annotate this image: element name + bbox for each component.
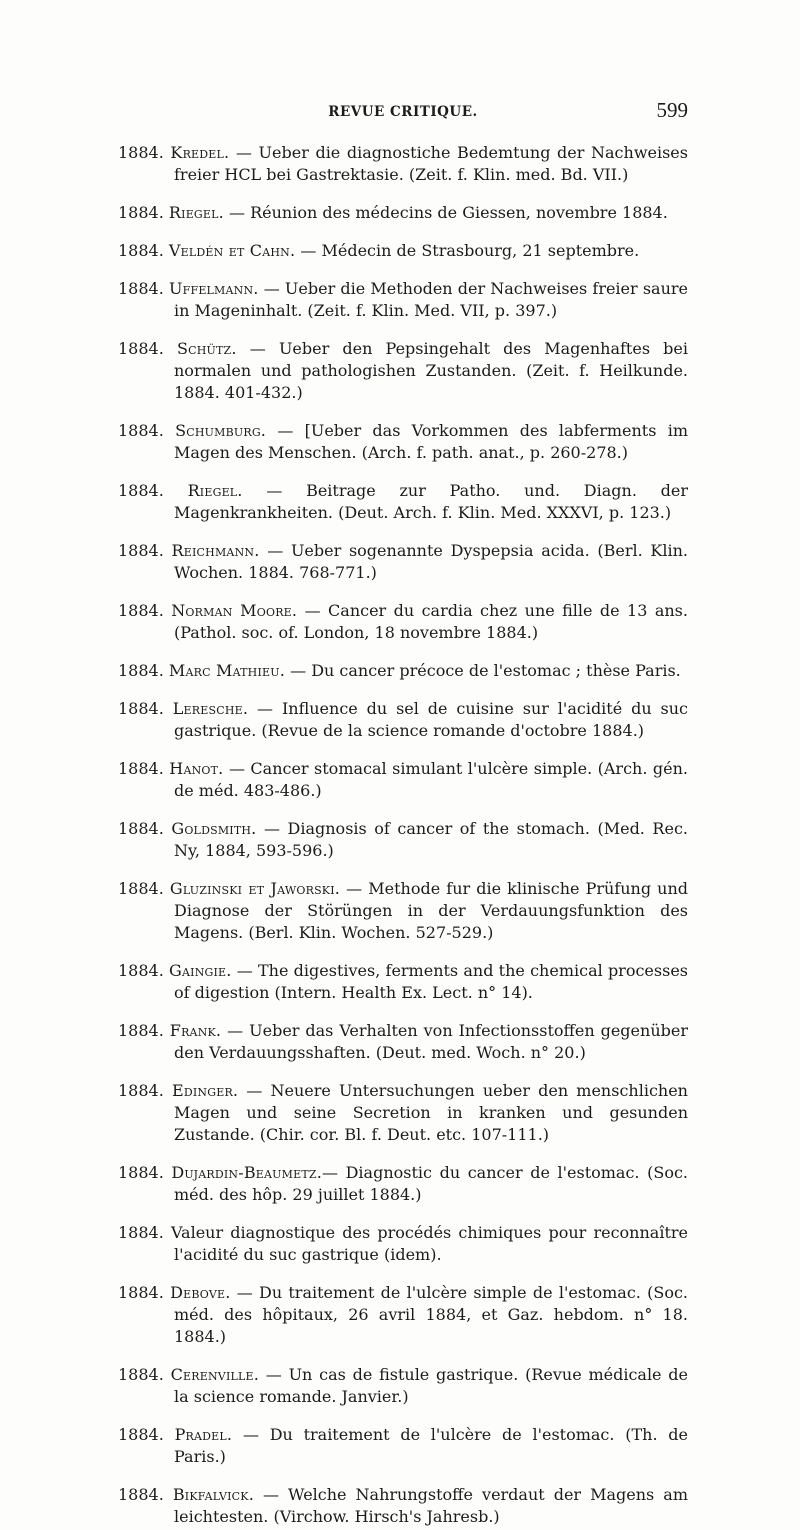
entry-year: 1884. xyxy=(118,481,164,500)
entry-text: — Du traitement de l'ulcère de l'estomac. (Th. de Paris.) xyxy=(174,1425,688,1466)
entry-year: 1884. xyxy=(118,819,164,838)
entry-year: 1884. xyxy=(118,699,164,718)
entry-author: Riegel. xyxy=(187,481,243,500)
entry-text: — The digestives, ferments and the chemical processes of digestion (Intern. Health Ex. Lect. n° 14). xyxy=(174,961,688,1002)
bibliography-entry xyxy=(118,1080,688,1146)
bibliography-entry xyxy=(118,338,688,404)
entry-text: — Ueber sogenannte Dyspepsia acida. (Berl. Klin. Wochen. 1884. 768-771.) xyxy=(174,541,688,582)
entry-text: — Welche Nahrungstoffe verdaut der Magens am leichtesten. (Virchow. Hirsch's Jahresb.) xyxy=(174,1485,688,1526)
entry-text: — [Ueber das Vorkommen des labferments im Magen des Menschen. (Arch. f. path. anat., p. 260-278.) xyxy=(174,421,688,462)
entry-text: — Cancer du cardia chez une fille de 13 ans. (Pathol. soc. of. London, 18 novembre 1884.) xyxy=(174,601,688,642)
entry-text: — Methode fur die klinische Prüfung und Diagnose der Störüngen in der Verdauungsfunktion des Magens. (Berl. Klin. Wochen. 527-529.) xyxy=(174,879,689,942)
running-header xyxy=(118,98,688,128)
entry-year: 1884. xyxy=(118,1425,164,1444)
entry-year: 1884. xyxy=(118,279,164,298)
entry-author: Gaingie. xyxy=(169,961,232,980)
bibliography-entry xyxy=(118,1364,688,1408)
bibliography-entry xyxy=(118,1162,688,1206)
entry-text: — Ueber die diagnostiche Bedemtung der Nachweises freier HCL bei Gastrektasie. (Zeit. f. Klin. med. Bd. VII.) xyxy=(174,143,688,184)
entry-text: — Diagnosis of cancer of the stomach. (Med. Rec. Ny, 1884, 593-596.) xyxy=(174,819,688,860)
bibliography-entry xyxy=(118,1222,688,1266)
entry-text: — Un cas de fistule gastrique. (Revue médicale de la science romande. Janvier.) xyxy=(174,1365,689,1406)
entry-year: 1884. xyxy=(118,1365,164,1384)
bibliography-entry xyxy=(118,1424,688,1468)
bibliography-entry xyxy=(118,660,688,682)
bibliography-entry xyxy=(118,878,688,944)
entry-year: 1884. xyxy=(118,1485,164,1504)
bibliography-entry xyxy=(118,420,688,464)
entry-text: — Du traitement de l'ulcère simple de l'estomac. (Soc. méd. des hôpitaux, 26 avril 1884, et Gaz. hebdom. n° 18. 1884.) xyxy=(174,1283,688,1346)
entry-author: Edinger. xyxy=(171,1081,239,1100)
bibliography-entry xyxy=(118,758,688,802)
entry-text: — Influence du sel de cuisine sur l'acidité du suc gastrique. (Revue de la science romande d'octobre 1884.) xyxy=(174,699,689,740)
bibliography-entry xyxy=(118,960,688,1004)
entry-text: — Neuere Untersuchungen ueber den menschlichen Magen und seine Secretion in kranken und gesunden Zustande. (Chir. cor. Bl. f. Deut. etc. 107-111.) xyxy=(174,1081,688,1144)
entry-year: 1884. xyxy=(118,1021,164,1040)
entry-year: 1884. xyxy=(118,1283,164,1302)
entry-author: Schütz. xyxy=(176,339,237,358)
entry-text: Valeur diagnostique des procédés chimiques pour reconnaître l'acidité du suc gastrique (idem). xyxy=(163,1223,688,1264)
entry-year: 1884. xyxy=(118,1081,164,1100)
entry-year: 1884. xyxy=(118,143,164,162)
entry-author: Reichmann. xyxy=(171,541,260,560)
entry-year: 1884. xyxy=(118,339,164,358)
entry-text: — Ueber den Pepsingehalt des Magenhaftes bei normalen und pathologishen Zustanden. (Zeit. f. Heilkunde. 1884. 401-432.) xyxy=(174,339,688,402)
entry-author: Gluzinski et Jaworski. xyxy=(169,879,341,898)
entry-year: 1884. xyxy=(118,1163,164,1182)
entry-author: Veldén et Cahn. xyxy=(168,241,296,260)
entry-author: Marc Mathieu. xyxy=(168,661,286,680)
entry-text: — Médecin de Strasbourg, 21 septembre. xyxy=(295,241,640,260)
running-title: REVUE CRITIQUE. xyxy=(328,104,478,120)
entry-text: — Cancer stomacal simulant l'ulcère simple. (Arch. gén. de méd. 483-486.) xyxy=(174,759,688,800)
entry-author: Bikfalvick. xyxy=(172,1485,254,1504)
entry-author: Norman Moore. xyxy=(171,601,298,620)
bibliography-entry xyxy=(118,1484,688,1528)
bibliography-entry xyxy=(118,1282,688,1348)
entry-author: Hanot. xyxy=(169,759,224,778)
bibliography-list xyxy=(118,126,688,1530)
entry-author: Kredel. xyxy=(170,143,230,162)
bibliography-entry xyxy=(118,600,688,644)
entry-year: 1884. xyxy=(118,241,164,260)
entry-year: 1884. xyxy=(118,759,164,778)
entry-text: — Réunion des médecins de Giessen, novembre 1884. xyxy=(223,203,668,222)
entry-author: Dujardin-Beaumetz. xyxy=(171,1163,323,1182)
entry-author: Uffelmann. xyxy=(168,279,259,298)
entry-author: Leresche. xyxy=(172,699,249,718)
page-number: 599 xyxy=(656,98,688,122)
bibliography-entry xyxy=(118,240,688,262)
entry-year: 1884. xyxy=(118,203,164,222)
entry-author: Debove. xyxy=(170,1283,231,1302)
bibliography-entry xyxy=(118,142,688,186)
bibliography-entry xyxy=(118,1020,688,1064)
entry-year: 1884. xyxy=(118,601,164,620)
entry-year: 1884. xyxy=(118,879,164,898)
entry-year: 1884. xyxy=(118,961,164,980)
bibliography-entry xyxy=(118,818,688,862)
entry-text: — Du cancer précoce de l'estomac ; thèse Paris. xyxy=(285,661,681,680)
bibliography-entry xyxy=(118,278,688,322)
entry-author: Goldsmith. xyxy=(171,819,257,838)
entry-text: — Ueber das Verhalten von Infectionsstoffen gegenüber den Verdauungsshaften. (Deut. med. Woch. n° 20.) xyxy=(174,1021,688,1062)
entry-text: — Beitrage zur Patho. und. Diagn. der Magenkrankheiten. (Deut. Arch. f. Klin. Med. XXXVI, p. 123.) xyxy=(174,481,689,522)
entry-author: Riegel. xyxy=(168,203,224,222)
bibliography-entry xyxy=(118,480,688,524)
entry-year: 1884. xyxy=(118,541,164,560)
entry-author: Schumburg. xyxy=(175,421,267,440)
entry-year: 1884. xyxy=(118,661,164,680)
bibliography-entry xyxy=(118,540,688,584)
entry-author: Cerenville. xyxy=(170,1365,260,1384)
entry-year: 1884. xyxy=(118,421,164,440)
bibliography-entry xyxy=(118,698,688,742)
entry-author: Pradel. xyxy=(174,1425,233,1444)
entry-author: Frank. xyxy=(169,1021,222,1040)
entry-text: — Ueber die Methoden der Nachweises freier saure in Mageninhalt. (Zeit. f. Klin. Med. VII, p. 397.) xyxy=(174,279,688,320)
entry-text: — Diagnostic du cancer de l'estomac. (Soc. méd. des hôp. 29 juillet 1884.) xyxy=(174,1163,688,1204)
entry-year: 1884. xyxy=(118,1223,164,1242)
bibliography-entry xyxy=(118,202,688,224)
